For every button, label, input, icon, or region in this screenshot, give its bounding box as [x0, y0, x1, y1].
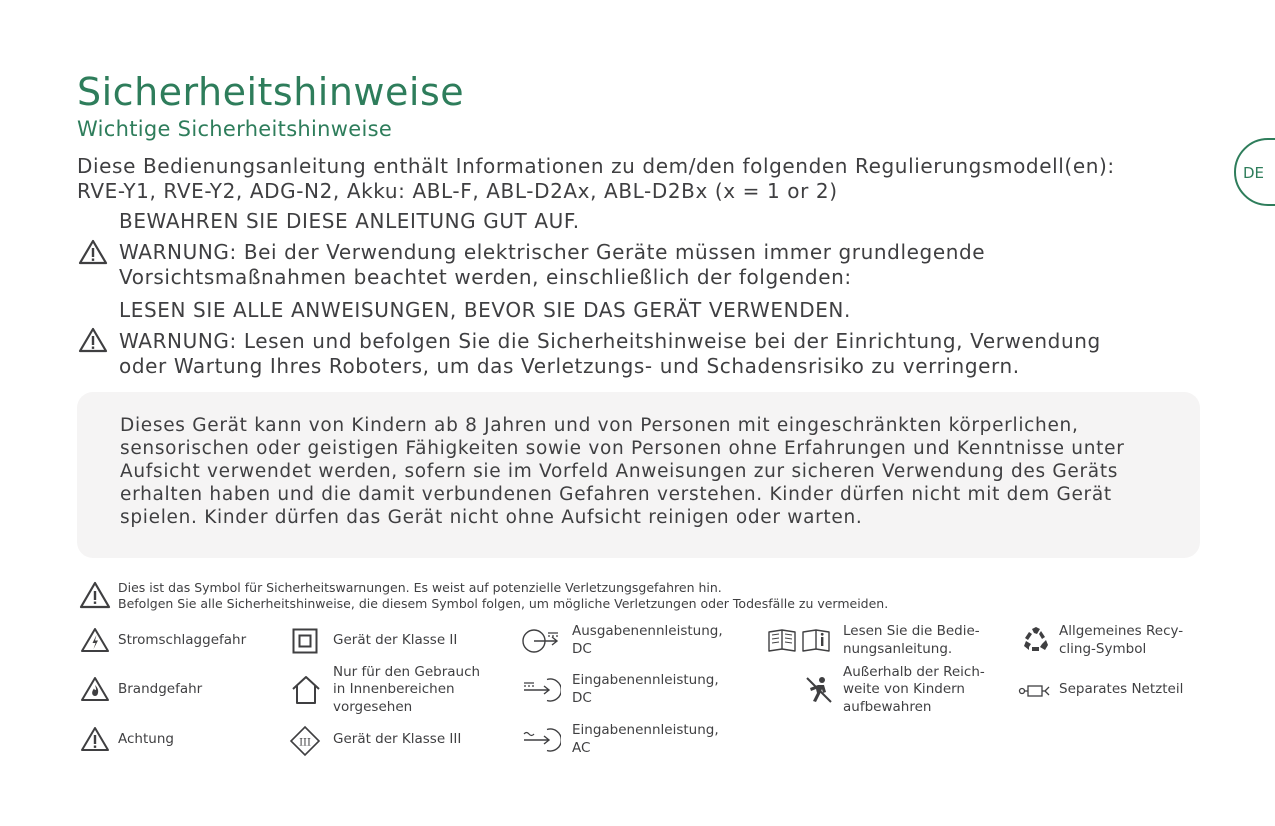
power-supply-icon: [1018, 683, 1052, 699]
fire-icon: [80, 676, 110, 702]
warning-triangle-icon: [78, 327, 108, 353]
output-dc-icon: [521, 627, 561, 655]
shock-icon: [80, 627, 110, 653]
language-tab-label: DE: [1243, 164, 1265, 182]
input-dc-icon: [521, 676, 561, 704]
legend-fire-label: Brandgefahr: [118, 681, 203, 697]
warning-1-line-2: Vorsichtsmaßnahmen beachtet werden, einschließlich der folgenden:: [119, 265, 852, 289]
legend-shock-label: Stromschlaggefahr: [118, 632, 247, 648]
legend-psu-label: Separates Netzteil: [1059, 681, 1184, 697]
warning-triangle-icon: [78, 239, 108, 265]
legend-children-line-3: aufbewahren: [843, 699, 932, 715]
warning-2-line-2: oder Wartung Ihres Roboters, um das Verletzungs- und Schadensrisiko zu verringern.: [119, 354, 1020, 378]
language-tab[interactable]: [1234, 138, 1275, 206]
children-notice-box: [77, 392, 1200, 558]
recycle-icon: [1021, 625, 1051, 655]
legend-read-line-1: Lesen Sie die Bedie-: [843, 623, 980, 639]
manual-icon: [767, 627, 833, 655]
legend-output-dc-line-1: Ausgabenennleistung,: [572, 623, 723, 639]
legend-class3-label: Gerät der Klasse III: [333, 731, 462, 747]
warning-2-line-1: WARNUNG: Lesen und befolgen Sie die Sicherheitshinweise bei der Einrichtung, Verwendung: [119, 329, 1101, 353]
legend-recycle-line-1: Allgemeines Recy-: [1059, 623, 1184, 639]
legend-recycle-line-2: cling-Symbol: [1059, 641, 1147, 657]
legend-input-ac-line-2: AC: [572, 740, 591, 756]
intro-text: [77, 154, 1217, 204]
safety-alert-symbol-icon: [79, 581, 111, 609]
keep-from-children-icon: [804, 675, 834, 705]
legend-children-line-1: Außerhalb der Reich-: [843, 664, 985, 680]
page-title: Sicherheitshinweise: [77, 70, 465, 114]
caution-icon: [80, 726, 110, 752]
legend-class2-label: Gerät der Klasse II: [333, 632, 458, 648]
symbol-note-line-2: Befolgen Sie alle Sicherheitshinweise, die diesem Symbol folgen, um mögliche Verletzungen oder Todesfälle zu vermeiden.: [118, 596, 889, 611]
intro-line-2: RVE-Y1, RVE-Y2, ADG-N2, Akku: ABL-F, ABL-D2Ax, ABL-D2Bx (x = 1 or 2): [77, 179, 838, 203]
legend-indoor-line-1: Nur für den Gebrauch: [333, 664, 481, 680]
legend-input-dc-line-2: DC: [572, 690, 592, 706]
house-icon: [290, 674, 322, 706]
legend-read-line-2: nungsanleitung.: [843, 641, 953, 657]
symbol-note-line-1: Dies ist das Symbol für Sicherheitswarnungen. Es weist auf potenzielle Verletzungsgefahren hin.: [118, 580, 722, 595]
children-notice-text: Dieses Gerät kann von Kindern ab 8 Jahren und von Personen mit eingeschränkten körperlichen, sensorischen oder geistigen Fähigkeiten sowie von Personen ohne Erfahrungen und Kenntnisse unter Aufsicht verwendet werden, sofern sie im Vorfeld Anweisungen zur sicheren Verwendung des Geräts erhalten haben und die damit verbundenen Gefahren verstehen. Kinder dürfen nicht mit dem Gerät spielen. Kinder dürfen das Gerät nicht ohne Aufsicht reinigen oder warten.: [120, 415, 1125, 528]
legend-children-line-2: weite von Kindern: [843, 681, 965, 697]
warning-1-line-1: WARNUNG: Bei der Verwendung elektrischer Geräte müssen immer grundlegende: [119, 240, 986, 264]
input-ac-icon: [521, 726, 561, 754]
legend-caution-label: Achtung: [118, 731, 174, 747]
read-all-text: LESEN SIE ALLE ANWEISUNGEN, BEVOR SIE DAS GERÄT VERWENDEN.: [119, 298, 851, 322]
legend-input-dc-line-1: Eingabenennleistung,: [572, 672, 719, 688]
legend-indoor-line-2: in Innenbereichen: [333, 681, 455, 697]
intro-line-1: Diese Bedienungsanleitung enthält Informationen zu dem/den folgenden Regulierungsmodell(en):: [77, 154, 1115, 178]
class2-icon: [292, 628, 318, 654]
legend-output-dc-line-2: DC: [572, 641, 592, 657]
legend-indoor-line-3: vorgesehen: [333, 699, 413, 715]
legend-input-ac-line-1: Eingabenennleistung,: [572, 722, 719, 738]
svg-text:III: III: [299, 737, 311, 749]
class3-icon: [289, 725, 321, 757]
page-subtitle: Wichtige Sicherheitshinweise: [77, 117, 393, 141]
keep-instructions-text: BEWAHREN SIE DIESE ANLEITUNG GUT AUF.: [119, 209, 580, 233]
